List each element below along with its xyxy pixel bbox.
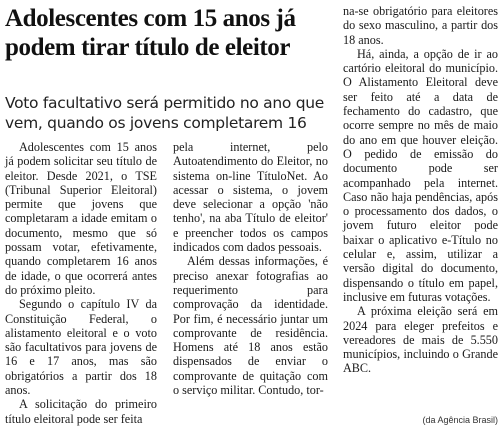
- article-column-2: [173, 140, 328, 397]
- headline: Adolescentes com 15 anos já podem tirar título de eleitor: [5, 5, 296, 61]
- source-credit: (da Agência Brasil): [422, 415, 498, 425]
- paragraph: A próxima eleição será em 2024 para eleger prefeitos e vereadores de mais de 5.550 municípios, incluindo o Grande ABC.: [343, 304, 498, 376]
- article-column-1: [5, 140, 157, 426]
- paragraph: Adolescentes com 15 anos já podem solicitar seu título de eleitor. Desde 2021, o TSE (Tribunal Superior Eleitoral) permite que jovens que completaram a idade emitam o documento, mesmo que só possam votar, efetivamente, quando completarem 16 anos de idade, o que ocorrerá antes do próximo pleito.: [5, 140, 157, 297]
- subhead: Voto facultativo será permitido no ano que vem, quando os jovens completarem 16: [5, 94, 325, 132]
- article-column-3: [343, 4, 498, 376]
- paragraph: pela internet, pelo Autoatendimento do Eleitor, no sistema on-line TítuloNet. Ao acessar o sistema, o jovem deve selecionar a opção 'não tenho', na aba Título de eleitor' e preencher todos os campos indicados com dados pessoais.: [173, 140, 328, 255]
- paragraph: Há, ainda, a opção de ir ao cartório eleitoral do município. O Alistamento Eleitoral deve ser feito até a data de fechamento do cadastro, que ocorre sempre no mês de maio do ano em que houver eleição. O pedido de emissão do documento pode ser acompanhado pela internet. Caso não haja pendências, após o processamento dos dados, o jovem futuro eleitor pode baixar o aplicativo e-Título no celular e, assim, utilizar a versão digital do documento, dispensando o título em papel, inclusive em futuras votações.: [343, 46, 498, 304]
- paragraph: na-se obrigatório para eleitores do sexo masculino, a partir dos 18 anos.: [343, 4, 498, 47]
- paragraph: Segundo o capítulo IV da Constituição Federal, o alistamento eleitoral e o voto são facultativos para jovens de 16 e 17 anos, mas são obrigatórios a partir dos 18 anos.: [5, 297, 157, 398]
- paragraph: A solicitação do primeiro título eleitoral pode ser feita: [5, 397, 157, 426]
- paragraph: Além dessas informações, é preciso anexar fotografias ao requerimento para comprovação da identidade. Por fim, é necessário juntar um comprovante de residência. Homens até 18 anos estão dispensados de enviar o comprovante de quitação com o serviço militar. Contudo, tor-: [173, 254, 328, 398]
